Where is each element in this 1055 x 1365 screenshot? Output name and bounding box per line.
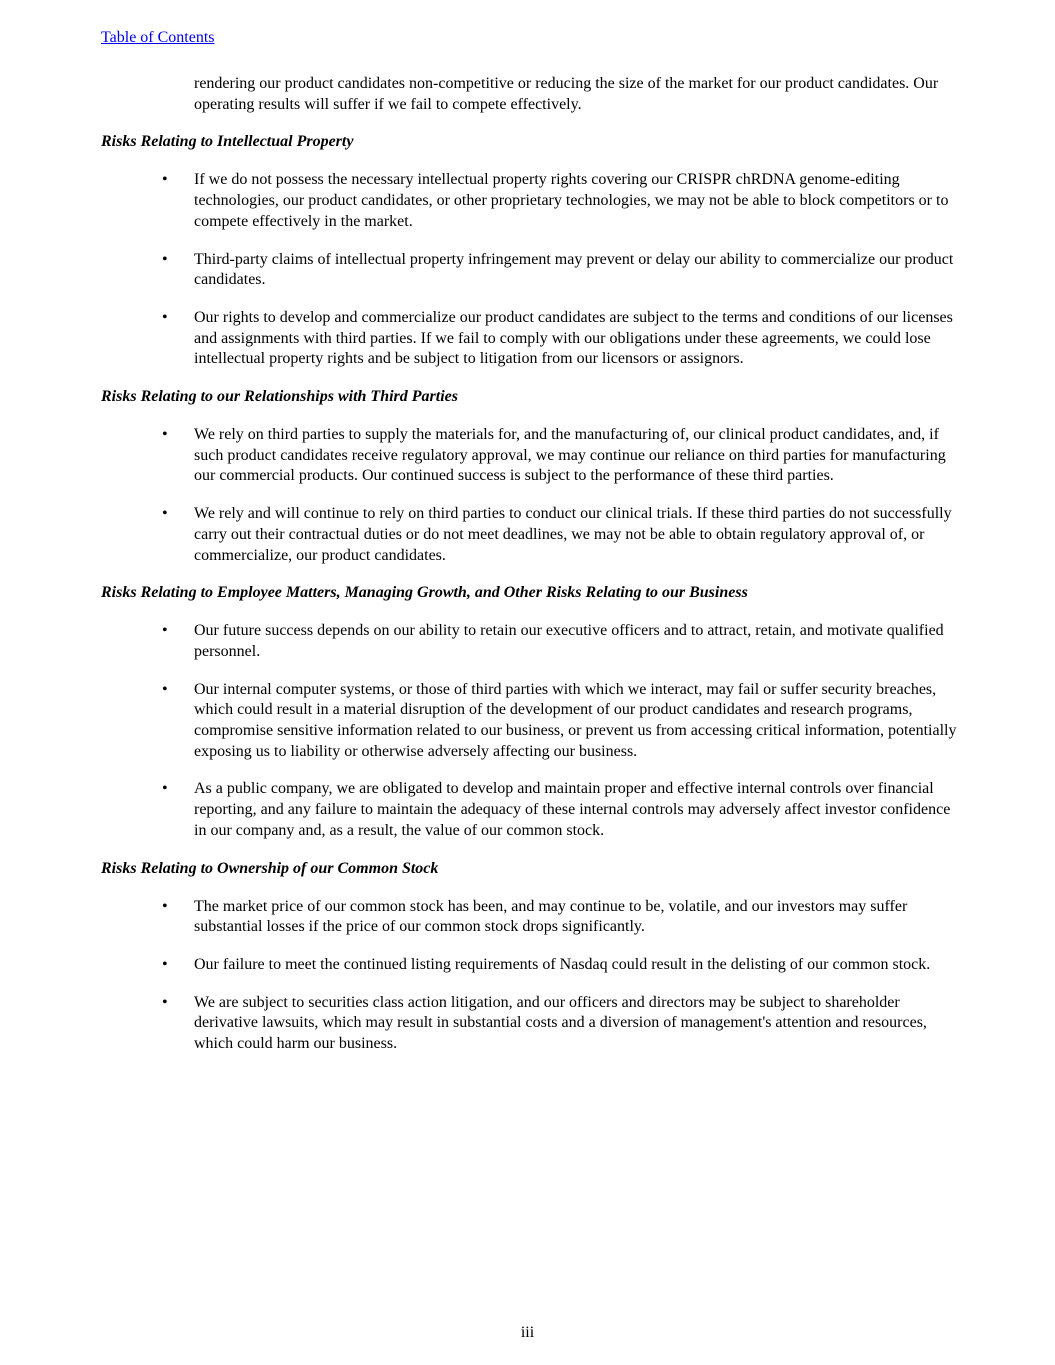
list-item: [162, 955, 961, 976]
section-employee-matters: [101, 583, 961, 841]
section-heading: Risks Relating to Ownership of our Common Stock: [101, 859, 439, 877]
bullet-list: [101, 621, 961, 841]
list-item-text: Third-party claims of intellectual property infringement may prevent or delay our ability to commercialize our product candidates.: [194, 250, 954, 289]
bullet-icon: •: [162, 505, 168, 523]
list-item: [162, 308, 961, 370]
list-item: [162, 425, 961, 487]
document-body: [101, 74, 961, 1055]
list-item-text: We rely on third parties to supply the materials for, and the manufacturing of, our clinical product candidates, and, if such product candidates receive regulatory approval, we may continue our reliance on third parties for manufacturing our commercial products. Our continued success is subject to the performance of these third parties.: [194, 426, 946, 485]
list-item-text: The market price of our common stock has been, and may continue to be, volatile, and our investors may suffer substantial losses if the price of our common stock drops significantly.: [194, 897, 908, 936]
page-number: iii: [520, 1324, 535, 1341]
section-intellectual-property: [101, 132, 961, 370]
section-common-stock: [101, 859, 961, 1055]
bullet-icon: •: [162, 622, 168, 640]
list-item: [162, 897, 961, 938]
table-of-contents-link[interactable]: Table of Contents: [101, 29, 215, 46]
list-item-text: As a public company, we are obligated to develop and maintain proper and effective internal controls over financial reporting, and any failure to maintain the adequacy of these internal controls may adversely affect investor confidence in our company and, as a result, the value of our common stock.: [194, 780, 951, 839]
list-item: [162, 779, 961, 841]
bullet-icon: •: [162, 680, 168, 698]
list-item: [162, 170, 961, 232]
bullet-icon: •: [162, 780, 168, 798]
list-item-text: We are subject to securities class action litigation, and our officers and directors may be subject to shareholder derivative lawsuits, which may result in substantial costs and a diversion of management's attention and resources, which could harm our business.: [194, 993, 927, 1053]
bullet-icon: •: [162, 250, 168, 268]
bullet-list: [101, 170, 961, 370]
list-item: [162, 504, 961, 566]
bullet-icon: •: [162, 171, 168, 189]
list-item: [162, 621, 961, 662]
bullet-icon: •: [162, 308, 168, 326]
list-item-text: We rely and will continue to rely on third parties to conduct our clinical trials. If these third parties do not successfully carry out their contractual duties or do not meet deadlines, we may not be able to obtain regulatory approval of, or commercialize, our product candidates.: [194, 505, 952, 564]
list-item: [162, 993, 961, 1055]
list-item-text: Our rights to develop and commercialize our product candidates are subject to the terms and conditions of our licenses and assignments with third parties. If we fail to comply with our obligations under these agreements, we could lose intellectual property rights and be subject to litigation from our licensors or assignors.: [194, 308, 953, 368]
section-third-parties: [101, 387, 961, 566]
section-heading: Risks Relating to our Relationships with Third Parties: [101, 388, 458, 406]
list-item-text: If we do not possess the necessary intellectual property rights covering our CRISPR chRDNA genome-editing technologies, our product candidates, or other proprietary technologies, we may not be able to block competitors or to compete effectively in the market.: [194, 171, 949, 230]
bullet-icon: •: [162, 426, 168, 444]
list-item-text: Our future success depends on our ability to retain our executive officers and to attract, retain, and motivate qualified personnel.: [194, 622, 944, 660]
list-item: [162, 680, 961, 763]
bullet-list: [101, 897, 961, 1055]
bullet-list: [101, 425, 961, 566]
list-item-text: Our failure to meet the continued listing requirements of Nasdaq could result in the delisting of our common stock.: [194, 955, 931, 973]
list-item: [162, 250, 961, 291]
bullet-icon: •: [162, 955, 168, 973]
bullet-icon: •: [162, 993, 168, 1011]
section-heading: Risks Relating to Employee Matters, Managing Growth, and Other Risks Relating to our Business: [101, 584, 748, 602]
list-item-text: Our internal computer systems, or those of third parties with which we interact, may fail or suffer security breaches, which could result in a material disruption of the development of our product candidates and research programs, compromise sensitive information related to our business, or prevent us from accessing critical information, potentially exposing us to liability or otherwise adversely affecting our business.: [194, 680, 957, 760]
intro-continuation: rendering our product candidates non-competitive or reducing the size of the market for our product candidates. Our operating results will suffer if we fail to compete effectively.: [194, 75, 939, 113]
section-heading: Risks Relating to Intellectual Property: [101, 133, 354, 151]
bullet-icon: •: [162, 897, 168, 915]
